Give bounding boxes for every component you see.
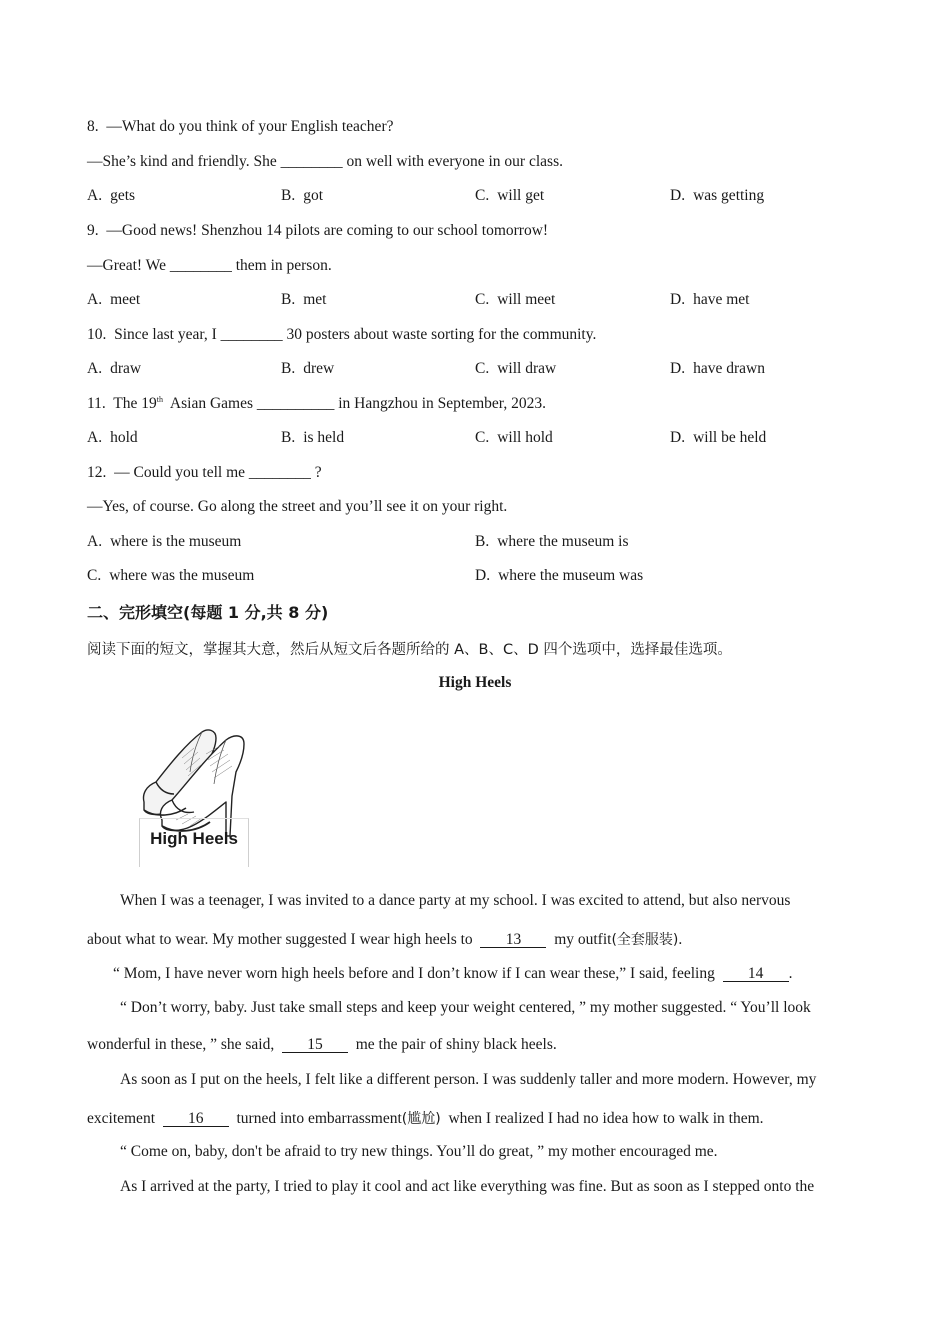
passage-text: me the pair of shiny black heels.: [351, 1036, 557, 1053]
ordinal-suffix: th: [156, 395, 164, 404]
question-number: 9.: [87, 222, 99, 239]
question-12-stem: [87, 464, 322, 482]
blank-13[interactable]: 13: [480, 932, 546, 948]
option-11-c[interactable]: [475, 429, 553, 447]
option-letter: A.: [87, 187, 103, 204]
passage-p2: [87, 965, 792, 983]
option-text: was getting: [693, 187, 765, 204]
option-12-b[interactable]: [475, 533, 629, 551]
section-heading: 二、完形填空(每题 1 分,共 8 分): [87, 603, 329, 622]
passage-p4-line2: [87, 1108, 764, 1128]
passage-text: turned into embarrassment: [232, 1110, 402, 1127]
section-instructions: 阅读下面的短文，掌握其大意，然后从短文后各题所给的 A、B、C、D 四个选项中，选择最佳选项。: [87, 642, 732, 658]
question-number: 12.: [87, 464, 107, 481]
option-letter: C.: [475, 291, 490, 308]
cn-gloss-outfit: (全套服装): [611, 932, 679, 948]
option-letter: C.: [475, 429, 490, 446]
blank-16[interactable]: 16: [163, 1111, 229, 1127]
option-letter: D.: [670, 187, 686, 204]
option-8-a[interactable]: [87, 187, 135, 205]
punctuation: .: [678, 931, 683, 948]
option-text: will meet: [497, 291, 556, 308]
option-letter: C.: [475, 360, 490, 377]
option-text: where is the museum: [110, 533, 242, 550]
option-text: have drawn: [693, 360, 765, 377]
option-9-b[interactable]: [281, 291, 326, 309]
option-8-d[interactable]: [670, 187, 764, 205]
question-12-line2: —Yes, of course. Go along the street and you’ll see it on your right.: [87, 498, 508, 515]
option-letter: A.: [87, 291, 103, 308]
option-text: met: [303, 291, 327, 308]
option-letter: B.: [281, 429, 296, 446]
passage-p1-line1: When I was a teenager, I was invited to a dance party at my school. I was excited to attend, but also nervous: [120, 892, 791, 909]
option-letter: A.: [87, 533, 103, 550]
option-letter: A.: [87, 360, 103, 377]
question-text: —Good news! Shenzhou 14 pilots are coming to our school tomorrow!: [106, 222, 549, 239]
option-11-d[interactable]: [670, 429, 766, 447]
option-text: drew: [303, 360, 335, 377]
option-letter: B.: [475, 533, 490, 550]
option-text: meet: [110, 291, 141, 308]
option-text: will hold: [497, 429, 553, 446]
option-letter: C.: [475, 187, 490, 204]
option-text: where the museum was: [498, 567, 644, 584]
passage-text: when I realized I had no idea how to walk in them.: [440, 1110, 764, 1127]
cn-gloss-embarrassment: (尴尬): [401, 1111, 441, 1127]
punctuation: .: [788, 965, 793, 982]
passage-p4-line1: As soon as I put on the heels, I felt like a different person. I was suddenly taller and more modern. However, my: [120, 1071, 817, 1088]
option-text: where the museum is: [497, 533, 629, 550]
passage-p6: As I arrived at the party, I tried to play it cool and act like everything was fine. But as soon as I stepped onto the: [120, 1178, 815, 1195]
question-number: 11.: [87, 395, 106, 412]
question-text: Since last year, I ________ 30 posters about waste sorting for the community.: [114, 326, 597, 343]
option-10-b[interactable]: [281, 360, 334, 378]
blank-15[interactable]: 15: [282, 1037, 348, 1053]
option-letter: D.: [670, 291, 686, 308]
question-text: — Could you tell me ________ ?: [114, 464, 322, 481]
question-9-line2: —Great! We ________ them in person.: [87, 257, 332, 274]
option-letter: D.: [475, 567, 491, 584]
option-letter: B.: [281, 360, 296, 377]
passage-text: wonderful in these, ” she said,: [87, 1036, 279, 1053]
option-letter: A.: [87, 429, 103, 446]
option-letter: B.: [281, 291, 296, 308]
question-8-line2: —She’s kind and friendly. She ________ on well with everyone in our class.: [87, 153, 563, 170]
option-text: draw: [110, 360, 142, 377]
option-8-c[interactable]: [475, 187, 544, 205]
passage-p1-line2: [87, 929, 682, 949]
question-11-stem: [87, 395, 546, 413]
image-caption: High Heels: [139, 818, 249, 867]
option-text: got: [303, 187, 324, 204]
option-letter: C.: [87, 567, 102, 584]
question-text: —What do you think of your English teacher?: [106, 118, 394, 135]
question-8-stem: [87, 118, 393, 136]
passage-p3-line2: [87, 1036, 557, 1054]
option-text: will be held: [693, 429, 767, 446]
option-text: gets: [110, 187, 136, 204]
option-text: hold: [110, 429, 138, 446]
option-text: have met: [693, 291, 750, 308]
option-9-c[interactable]: [475, 291, 555, 309]
blank-14[interactable]: 14: [723, 966, 789, 982]
passage-p5: “ Come on, baby, don't be afraid to try new things. You’ll do great, ” my mother encouraged me.: [120, 1143, 718, 1160]
question-number: 10.: [87, 326, 107, 343]
passage-text: my outfit: [550, 931, 612, 948]
question-text-post: Asian Games __________ in Hangzhou in September, 2023.: [163, 395, 546, 412]
option-12-d[interactable]: [475, 567, 643, 585]
option-letter: D.: [670, 429, 686, 446]
option-letter: B.: [281, 187, 296, 204]
passage-p3-line1: “ Don’t worry, baby. Just take small steps and keep your weight centered, ” my mother suggested. “ You’ll look: [120, 999, 811, 1016]
question-9-stem: [87, 222, 548, 240]
option-text: where was the museum: [109, 567, 255, 584]
option-10-d[interactable]: [670, 360, 765, 378]
option-11-a[interactable]: [87, 429, 138, 447]
passage-text: “ Mom, I have never worn high heels before and I don’t know if I can wear these,” I said, feeling: [113, 965, 719, 982]
question-text-pre: The 19: [113, 395, 157, 412]
question-number: 8.: [87, 118, 99, 135]
option-letter: D.: [670, 360, 686, 377]
passage-text: about what to wear. My mother suggested I wear high heels to: [87, 931, 477, 948]
option-10-a[interactable]: [87, 360, 141, 378]
option-12-a[interactable]: [87, 533, 241, 551]
option-8-b[interactable]: [281, 187, 323, 205]
question-10-stem: [87, 326, 596, 344]
option-text: is held: [303, 429, 345, 446]
passage-text: excitement: [87, 1110, 159, 1127]
option-text: will get: [497, 187, 545, 204]
option-11-b[interactable]: [281, 429, 344, 447]
option-9-a[interactable]: [87, 291, 140, 309]
option-10-c[interactable]: [475, 360, 556, 378]
option-12-c[interactable]: [87, 567, 254, 585]
option-text: will draw: [497, 360, 557, 377]
passage-title: High Heels: [438, 674, 512, 691]
option-9-d[interactable]: [670, 291, 749, 309]
